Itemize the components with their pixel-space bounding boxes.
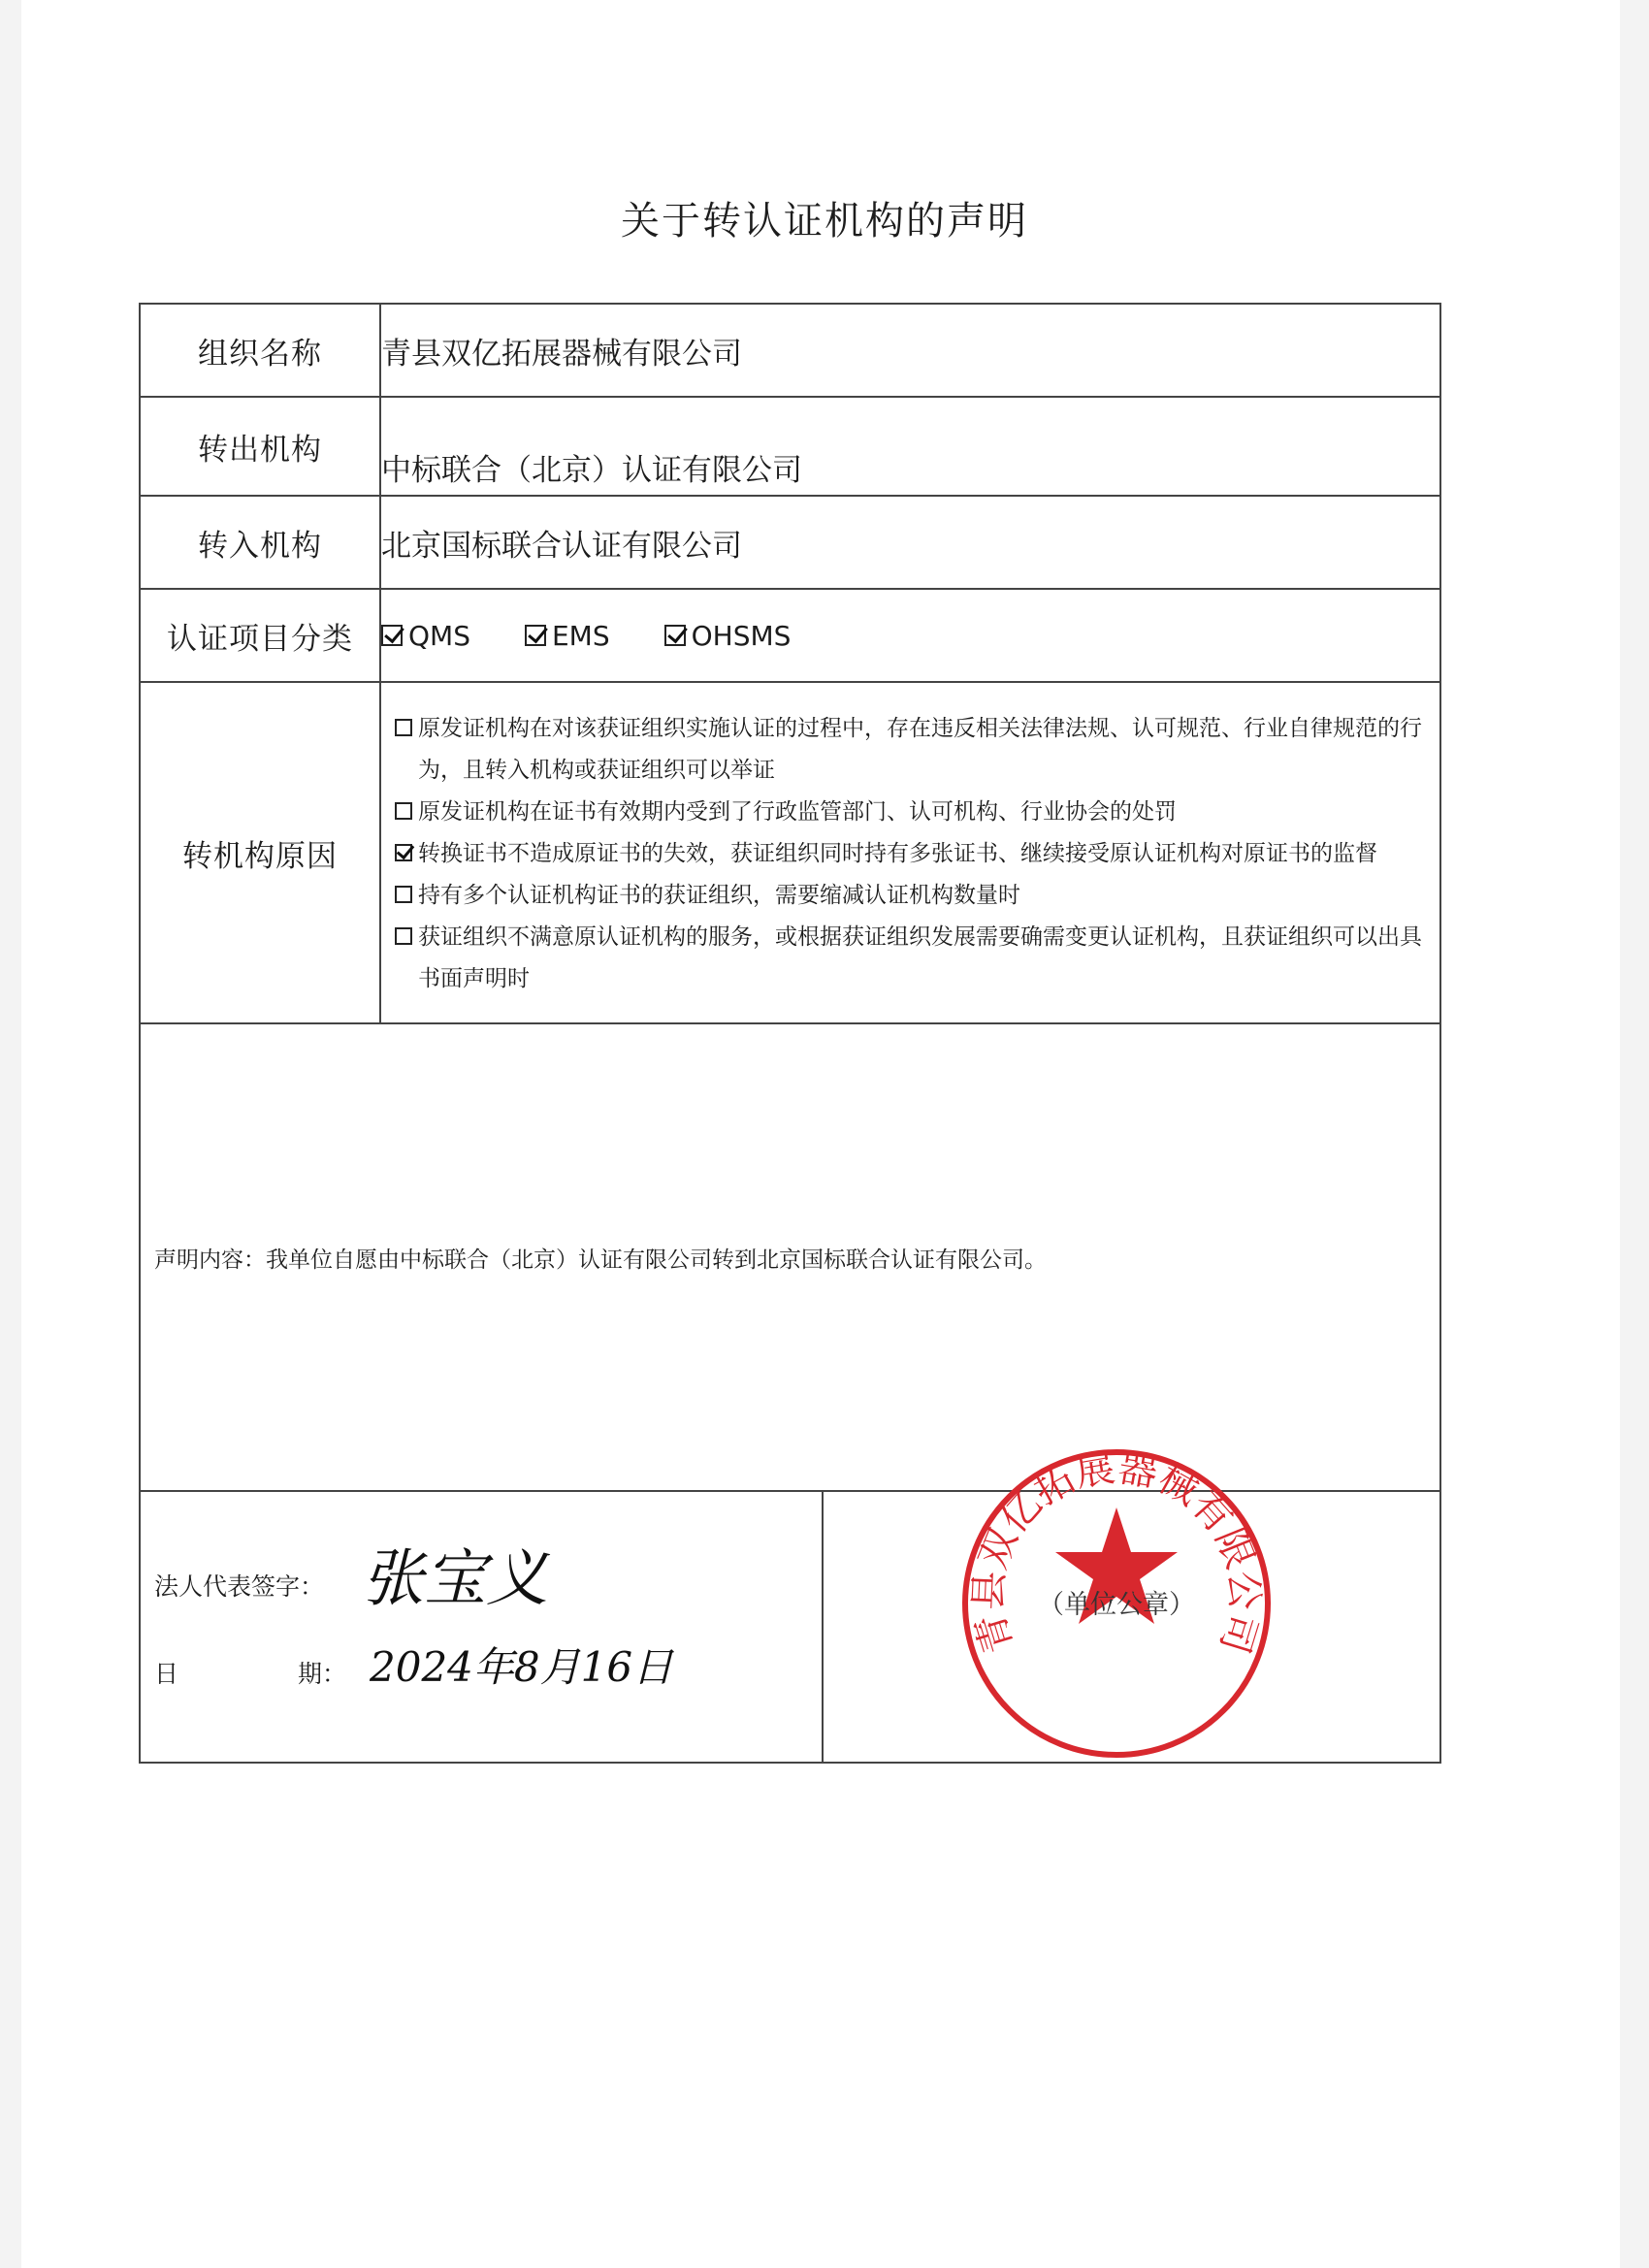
checkbox-checked-icon bbox=[381, 625, 403, 646]
reason-item bbox=[395, 792, 1426, 833]
checkbox-empty-icon bbox=[395, 719, 412, 736]
in-agency-value: 北京国标联合认证有限公司 bbox=[380, 496, 1440, 589]
reason-label: 转机构原因 bbox=[140, 682, 380, 1023]
category-label: 认证项目分类 bbox=[140, 589, 380, 682]
org-label: 组织名称 bbox=[140, 304, 380, 397]
in-agency-row bbox=[140, 496, 1440, 589]
org-value: 青县双亿拓展器械有限公司 bbox=[380, 304, 1440, 397]
checkbox-empty-icon bbox=[395, 886, 412, 903]
handwritten-signature: 张宝义 bbox=[362, 1543, 548, 1615]
statement-row bbox=[140, 1023, 1440, 1491]
category-ohsms-label: OHSMS bbox=[691, 619, 792, 652]
seal-arc-text: 青县双亿拓展器械有限公司 bbox=[966, 1445, 1267, 1659]
company-seal bbox=[956, 1443, 1277, 1764]
date-label-a: 日 bbox=[154, 1660, 179, 1688]
reason-text: 持有多个认证机构证书的获证组织，需要缩减认证机构数量时 bbox=[418, 882, 1020, 908]
reason-row bbox=[140, 682, 1440, 1023]
reason-item bbox=[395, 875, 1426, 917]
checkbox-empty-icon bbox=[395, 802, 412, 820]
checkbox-checked-icon bbox=[395, 844, 412, 861]
date-label-b: 期： bbox=[298, 1660, 347, 1688]
category-ems-label: EMS bbox=[551, 619, 610, 652]
signature-left bbox=[141, 1492, 824, 1762]
org-row bbox=[140, 304, 1440, 397]
reason-item bbox=[395, 917, 1426, 1000]
reason-list bbox=[381, 700, 1439, 1006]
category-ems bbox=[525, 620, 610, 652]
reason-text: 原发证机构在对该获证组织实施认证的过程中，存在违反相关法律法规、认可规范、行业自律规范的行为，且转入机构或获证组织可以举证 bbox=[418, 715, 1422, 783]
statement-text: 声明内容：我单位自愿由中标联合（北京）认证有限公司转到北京国标联合认证有限公司。 bbox=[154, 1247, 1047, 1273]
in-agency-label: 转入机构 bbox=[140, 496, 380, 589]
category-qms bbox=[381, 620, 470, 652]
category-ohsms bbox=[664, 620, 792, 652]
document-title: 关于转认证机构的声明 bbox=[621, 199, 1028, 243]
out-agency-value: 中标联合（北京）认证有限公司 bbox=[380, 397, 1440, 496]
checkbox-checked-icon bbox=[664, 625, 686, 646]
out-agency-row bbox=[140, 397, 1440, 496]
out-agency-label: 转出机构 bbox=[140, 397, 380, 496]
reason-text: 转换证书不造成原证书的失效，获证组织同时持有多张证书、继续接受原认证机构对原证书的监督 bbox=[418, 840, 1377, 866]
category-row bbox=[140, 589, 1440, 682]
reason-item bbox=[395, 833, 1426, 875]
category-qms-label: QMS bbox=[408, 619, 470, 652]
reason-value bbox=[380, 682, 1440, 1023]
checkbox-empty-icon bbox=[395, 927, 412, 945]
statement-cell bbox=[140, 1023, 1440, 1491]
signature-label: 法人代表签字： bbox=[154, 1572, 325, 1601]
reason-text: 获证组织不满意原认证机构的服务，或根据获证组织发展需要确需变更认证机构，且获证组织可以出具书面声明时 bbox=[418, 923, 1422, 991]
category-value bbox=[380, 589, 1440, 682]
seal-note: （单位公章） bbox=[1038, 1590, 1195, 1620]
category-options bbox=[381, 620, 1439, 652]
handwritten-date: 2024年8月16日 bbox=[370, 1643, 674, 1691]
reason-item bbox=[395, 708, 1426, 792]
reason-text: 原发证机构在证书有效期内受到了行政监管部门、认可机构、行业协会的处罚 bbox=[418, 798, 1177, 825]
checkbox-checked-icon bbox=[525, 625, 546, 646]
